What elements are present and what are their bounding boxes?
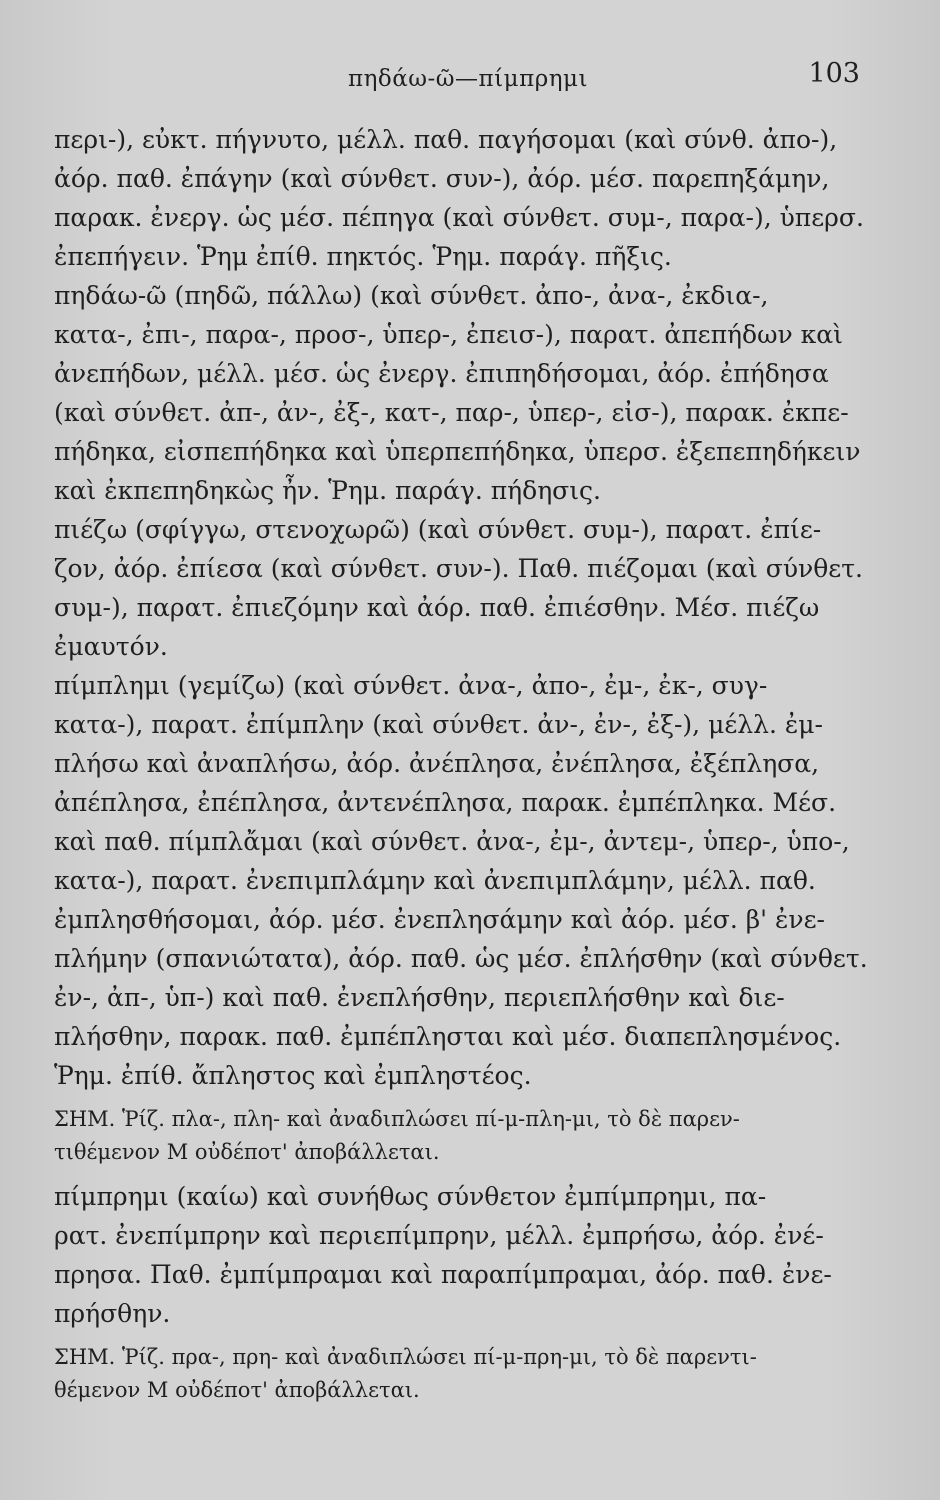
text-line: ἐν-, ἀπ-, ὑπ-) καὶ παθ. ἐνεπλήσθην, περιεπλήσθην καὶ διε-	[54, 983, 785, 1012]
text-line: (καὶ σύνθετ. ἀπ-, ἀν-, ἐξ-, κατ-, παρ-, ὑπερ-, εἰσ-), παρακ. ἐκπε-	[54, 398, 849, 427]
entry-pimplemi	[54, 666, 882, 1095]
text-line: πλήσω καὶ ἀναπλήσω, ἀόρ. ἀνέπλησα, ἐνέπλησα, ἐξέπλησα,	[54, 749, 820, 778]
text-line: ἐπεπήγειν. Ῥημ ἐπίθ. πηκτός. Ῥημ. παράγ. πῆξις.	[54, 242, 672, 271]
running-head: πηδάω-ῶ—πίμπρημι	[347, 66, 589, 92]
note-line: ΣΗΜ. Ῥίζ. πλα-, πλη- καὶ ἀναδιπλώσει πί-μ-πλη-μι, τὸ δὲ παρεν-	[54, 1107, 740, 1131]
note-pimplemi	[54, 1103, 882, 1169]
text-line: πλήσθην, παρακ. παθ. ἐμπέπλησται καὶ μέσ. διαπεπλησμένος.	[54, 1022, 842, 1051]
text-line: πηδάω-ῶ (πηδῶ, πάλλω) (καὶ σύνθετ. ἀπο-, ἀνα-, ἐκδια-,	[54, 281, 769, 310]
text-line: πιέζω (σφίγγω, στενοχωρῶ) (καὶ σύνθετ. συμ-), παρατ. ἐπίε-	[54, 515, 822, 544]
text-line: πίμπρημι (καίω) καὶ συνήθως σύνθετον ἐμπίμπρημι, πα-	[54, 1182, 767, 1211]
dictionary-entries	[54, 120, 882, 1407]
text-line: συμ-), παρατ. ἐπιεζόμην καὶ ἀόρ. παθ. ἐπιέσθην. Μέσ. πιέζω	[54, 593, 820, 622]
text-line: ἐμαυτόν.	[54, 632, 168, 661]
text-line: κατα-, ἐπι-, παρα-, προσ-, ὑπερ-, ἐπεισ-), παρατ. ἀπεπήδων καὶ	[54, 320, 843, 349]
note-line: θέμενον Μ οὐδέποτ' ἀποβάλλεται.	[54, 1378, 420, 1402]
text-line: ἐμπλησθήσομαι, ἀόρ. μέσ. ἐνεπλησάμην καὶ ἀόρ. μέσ. β' ἐνε-	[54, 905, 825, 934]
text-line: Ῥημ. ἐπίθ. ἄπληστος καὶ ἐμπληστέος.	[54, 1061, 532, 1090]
entry-pedao	[54, 276, 882, 510]
entry-pimpremi	[54, 1177, 882, 1333]
text-line: ρατ. ἐνεπίμπρην καὶ περιεπίμπρην, μέλλ. ἐμπρήσω, ἀόρ. ἐνέ-	[54, 1221, 824, 1250]
text-line: ἀνεπήδων, μέλλ. μέσ. ὡς ἐνεργ. ἐπιπηδήσομαι, ἀόρ. ἐπήδησα	[54, 359, 829, 388]
text-line: ζον, ἀόρ. ἐπίεσα (καὶ σύνθετ. συν-). Παθ. πιέζομαι (καὶ σύνθετ.	[54, 554, 864, 583]
entry-piezo	[54, 510, 882, 666]
text-line: πρησα. Παθ. ἐμπίμπραμαι καὶ παραπίμπραμαι, ἀόρ. παθ. ἐνε-	[54, 1260, 832, 1289]
text-line: πήδηκα, εἰσπεπήδηκα καὶ ὑπερπεπήδηκα, ὑπερσ. ἐξεπεπηδήκειν	[54, 437, 861, 466]
note-line: ΣΗΜ. Ῥίζ. πρα-, πρη- καὶ ἀναδιπλώσει πί-μ-πρη-μι, τὸ δὲ παρεντι-	[54, 1345, 757, 1369]
note-pimpremi	[54, 1341, 882, 1407]
entry-pegnymi-continuation	[54, 120, 882, 276]
page-number: 103	[808, 58, 860, 89]
text-line: κατα-), παρατ. ἐπίμπλην (καὶ σύνθετ. ἀν-, ἐν-, ἐξ-), μέλλ. ἐμ-	[54, 710, 823, 739]
text-line: περι-), εὐκτ. πήγνυτο, μέλλ. παθ. παγήσομαι (καὶ σύνθ. ἀπο-),	[54, 125, 838, 154]
text-line: καὶ παθ. πίμπλἄμαι (καὶ σύνθετ. ἀνα-, ἐμ-, ἀντεμ-, ὑπερ-, ὑπο-,	[54, 827, 850, 856]
text-line: καὶ ἐκπεπηδηκὼς ἦν. Ῥημ. παράγ. πήδησις.	[54, 476, 601, 505]
text-line: πίμπλημι (γεμίζω) (καὶ σύνθετ. ἀνα-, ἀπο-, ἐμ-, ἐκ-, συγ-	[54, 671, 768, 700]
text-line: ἀπέπλησα, ἐπέπλησα, ἀντενέπλησα, παρακ. ἐμπέπληκα. Μέσ.	[54, 788, 837, 817]
text-line: ἀόρ. παθ. ἐπάγην (καὶ σύνθετ. συν-), ἀόρ. μέσ. παρεπηξάμην,	[54, 164, 830, 193]
text-line: παρακ. ἐνεργ. ὡς μέσ. πέπηγα (καὶ σύνθετ. συμ-, παρα-), ὑπερσ.	[54, 203, 864, 232]
text-line: κατα-), παρατ. ἐνεπιμπλάμην καὶ ἀνεπιμπλάμην, μέλλ. παθ.	[54, 866, 816, 895]
page-header	[54, 58, 882, 98]
note-line: τιθέμενον Μ οὐδέποτ' ἀποβάλλεται.	[54, 1140, 440, 1164]
text-line: πρήσθην.	[54, 1299, 171, 1328]
text-line: πλήμην (σπανιώτατα), ἀόρ. παθ. ὡς μέσ. ἐπλήσθην (καὶ σύνθετ.	[54, 944, 868, 973]
